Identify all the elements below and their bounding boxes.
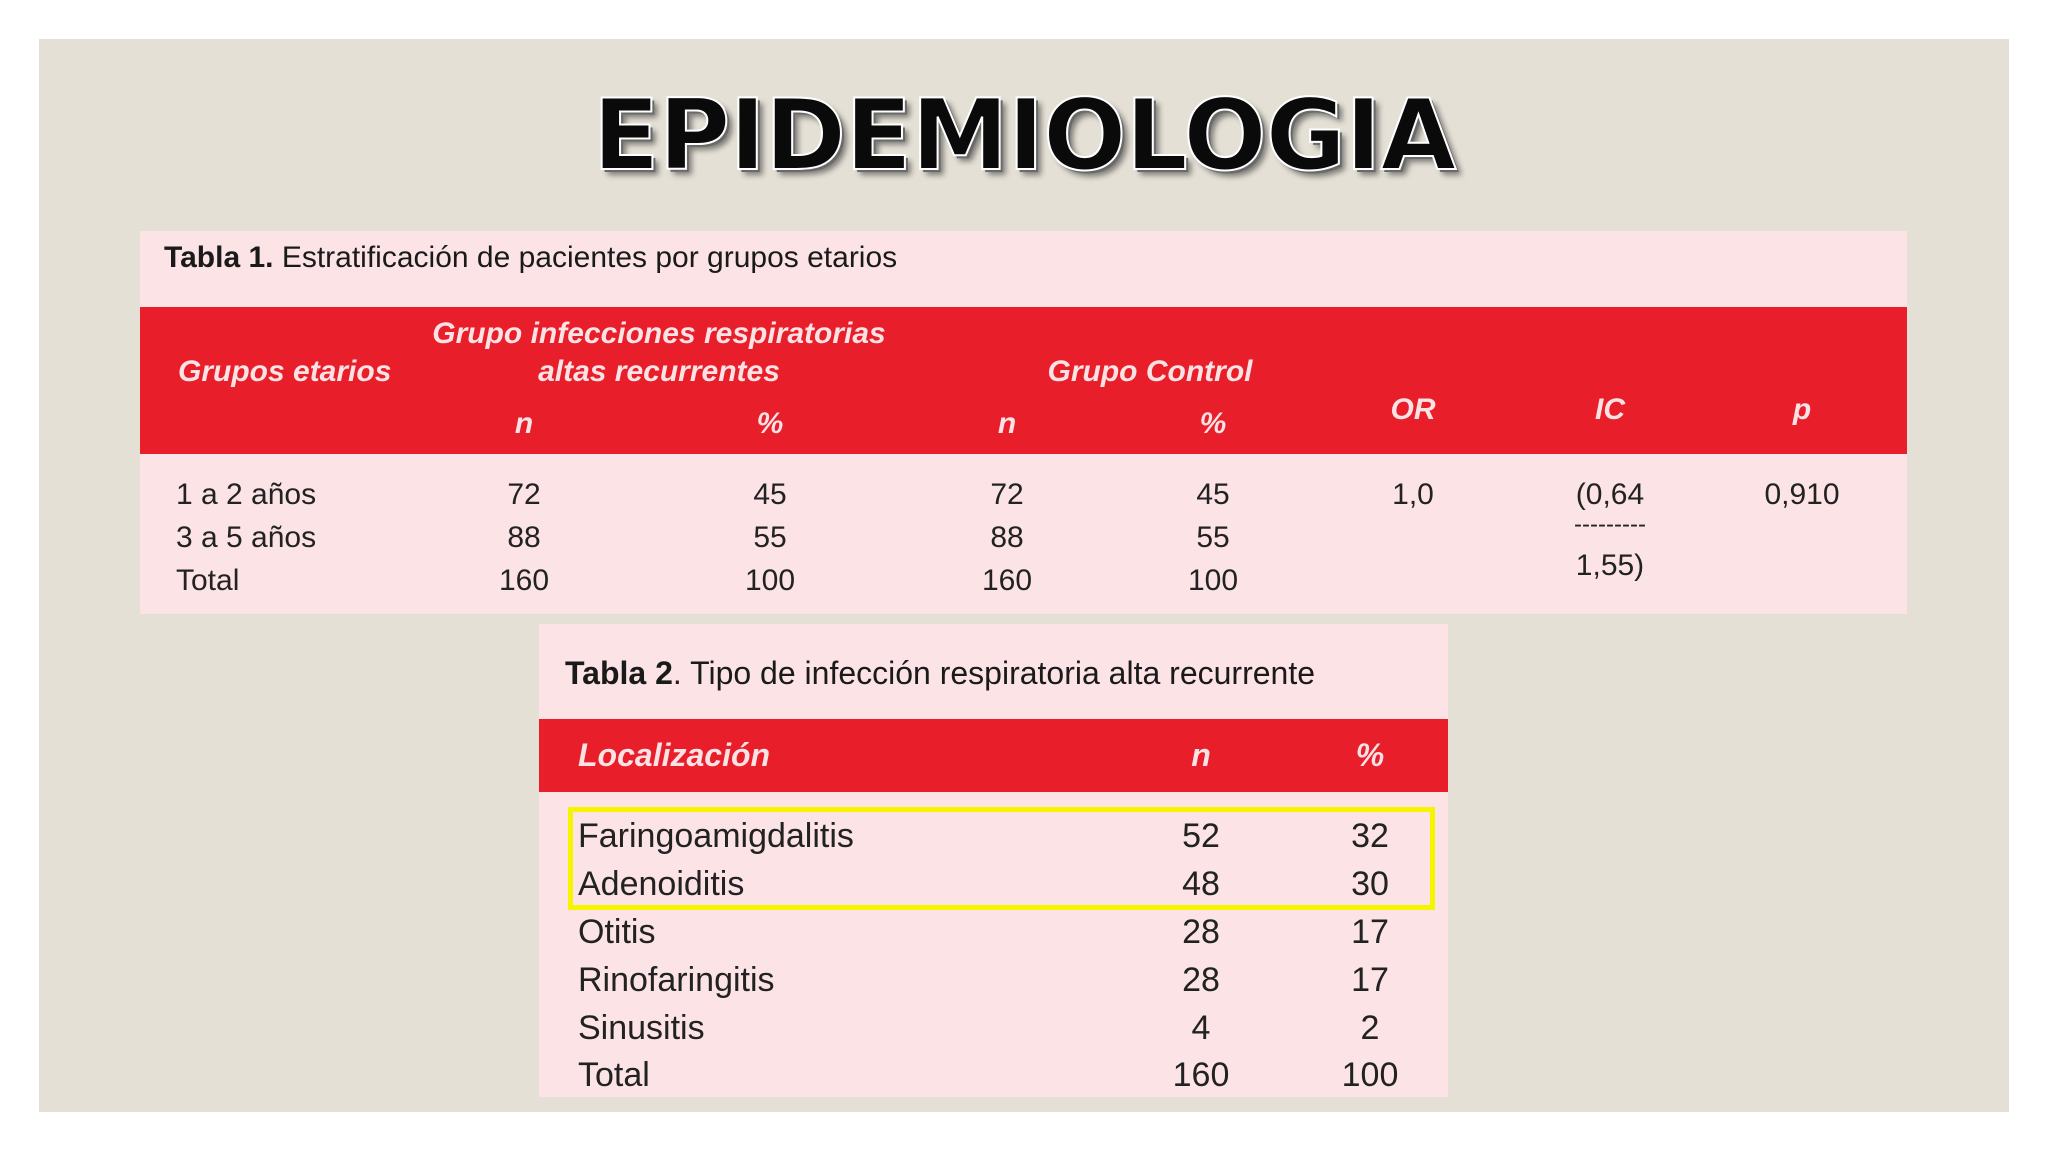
table2-cell-pct: 30 xyxy=(1351,865,1389,903)
table1-ic-dashes: --------- xyxy=(1574,511,1646,538)
table1-cell-pct-iras: 45 xyxy=(753,478,787,511)
header-n-control: n xyxy=(997,407,1017,440)
table2-cell-n: 52 xyxy=(1182,817,1220,855)
header-ic: IC xyxy=(1595,393,1625,426)
table1-ic-line2: 1,55) xyxy=(1575,549,1645,582)
table1-row-label: 3 a 5 años xyxy=(176,521,317,554)
table1-cell-pct-iras: 100 xyxy=(744,564,796,597)
table2-row-label: Sinusitis xyxy=(578,1009,705,1047)
table1-panel xyxy=(140,231,1907,614)
table1-cell-n-iras: 88 xyxy=(507,521,541,554)
table2-caption-text: . Tipo de infección respiratoria alta recurrente xyxy=(672,655,1315,691)
header-or: OR xyxy=(1390,393,1436,426)
table2-cell-n: 160 xyxy=(1172,1056,1230,1094)
header-grupo-iras-line2: altas recurrentes xyxy=(538,355,780,388)
header-grupos-etarios: Grupos etarios xyxy=(178,355,392,388)
table1-cell-n-control: 72 xyxy=(990,478,1024,511)
table1-header-band xyxy=(140,307,1907,454)
table1-p-value: 0,910 xyxy=(1764,478,1840,511)
header-localizacion: Localización xyxy=(578,737,771,773)
table2-cell-pct: 17 xyxy=(1351,961,1389,999)
table2-caption xyxy=(565,655,1315,692)
table1-cell-pct-control: 100 xyxy=(1187,564,1239,597)
table2-cell-n: 28 xyxy=(1182,913,1220,951)
table2-cell-pct: 17 xyxy=(1351,913,1389,951)
table1-cell-n-iras: 72 xyxy=(507,478,541,511)
table2-panel xyxy=(539,624,1448,1097)
table2-cell-pct: 32 xyxy=(1351,817,1389,855)
slide-title: EPIDEMIOLOGIA xyxy=(592,79,1456,193)
header-pct-control: % xyxy=(1199,407,1227,440)
table2-cell-n: 28 xyxy=(1182,961,1220,999)
table2-row-label: Rinofaringitis xyxy=(578,961,775,999)
table2-cell-pct: 2 xyxy=(1360,1009,1380,1047)
table1-cell-n-control: 88 xyxy=(990,521,1024,554)
table2-row-label: Otitis xyxy=(578,913,656,951)
table1-cell-pct-control: 45 xyxy=(1196,478,1230,511)
header-pct: % xyxy=(1355,737,1385,773)
table1-caption-label: Tabla 1. xyxy=(164,241,274,274)
header-grupo-iras-line1: Grupo infecciones respiratorias xyxy=(432,317,886,350)
header-grupo-control: Grupo Control xyxy=(1047,355,1253,388)
slide-background xyxy=(39,39,2009,1112)
table1-row-label: 1 a 2 años xyxy=(176,478,317,511)
table2-cell-pct: 100 xyxy=(1341,1056,1399,1094)
table2-caption-label: Tabla 2 xyxy=(565,655,673,691)
table2-row-label: Adenoiditis xyxy=(578,865,745,903)
table2-row-label: Faringoamigdalitis xyxy=(578,817,854,855)
table1-caption xyxy=(164,241,897,275)
table1-cell-pct-control: 55 xyxy=(1196,521,1230,554)
table1-cell-pct-iras: 55 xyxy=(753,521,787,554)
table2-cell-n: 4 xyxy=(1191,1009,1211,1047)
header-pct-iras: % xyxy=(756,407,784,440)
table1-ic-line1: (0,64 xyxy=(1575,478,1645,511)
table2-row-label: Total xyxy=(578,1056,650,1094)
table1-cell-n-control: 160 xyxy=(981,564,1033,597)
table1-cell-n-iras: 160 xyxy=(498,564,550,597)
header-n-iras: n xyxy=(514,407,534,440)
header-p: p xyxy=(1792,393,1812,426)
table1-caption-text: Estratificación de pacientes por grupos etarios xyxy=(273,241,898,274)
header-n: n xyxy=(1191,737,1211,773)
table1-or-value: 1,0 xyxy=(1392,478,1434,511)
table2-header-band xyxy=(539,719,1448,792)
table1-row-label: Total xyxy=(176,564,240,597)
table2-cell-n: 48 xyxy=(1182,865,1220,903)
